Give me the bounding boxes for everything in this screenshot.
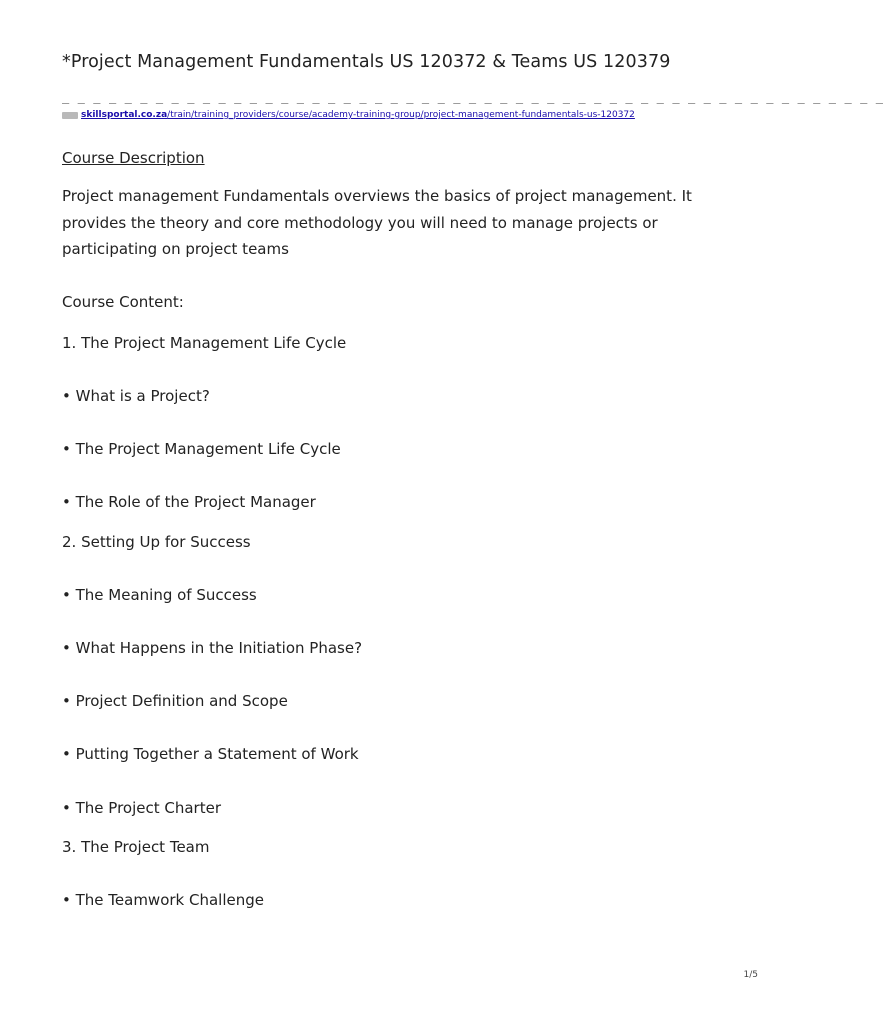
list-item: • The Project Charter bbox=[62, 799, 221, 817]
source-link-row bbox=[62, 110, 635, 120]
list-item: • The Role of the Project Manager bbox=[62, 493, 316, 511]
list-item: • What is a Project? bbox=[62, 387, 210, 405]
list-item: • Project Definition and Scope bbox=[62, 692, 288, 710]
document-title: *Project Management Fundamentals US 120372 & Teams US 120379 bbox=[62, 52, 671, 72]
list-item: • The Project Management Life Cycle bbox=[62, 440, 341, 458]
source-link-host: skillsportal.co.za bbox=[81, 110, 168, 120]
list-item: • What Happens in the Initiation Phase? bbox=[62, 639, 363, 657]
favicon-icon bbox=[62, 112, 78, 119]
course-description-heading: Course Description bbox=[62, 149, 205, 167]
list-item: • Putting Together a Statement of Work bbox=[62, 745, 359, 763]
list-item: 3. The Project Team bbox=[62, 838, 210, 856]
course-description-text: Project management Fundamentals overviews the basics of project management. It provides the theory and core methodology you will need to manage projects or participating on project teams bbox=[62, 187, 692, 258]
page-number: 1/5 bbox=[743, 970, 758, 980]
dashed-separator: _ _ _ _ _ _ _ _ _ _ _ _ _ _ _ _ _ _ _ _ _ _ _ _ _ _ _ _ _ _ _ _ _ _ _ _ _ _ _ _ _ _ _ _ _ _ _ _ _ _ _ _ _ bbox=[62, 90, 884, 104]
list-item: 2. Setting Up for Success bbox=[62, 533, 251, 551]
list-item: • The Meaning of Success bbox=[62, 586, 257, 604]
list-item: 1. The Project Management Life Cycle bbox=[62, 334, 347, 352]
source-link[interactable] bbox=[81, 110, 635, 120]
source-link-path: /train/training_providers/course/academy-training-group/project-management-fundamentals-us-120372 bbox=[167, 110, 635, 120]
course-content-heading: Course Content: bbox=[62, 293, 184, 311]
list-item: • The Teamwork Challenge bbox=[62, 891, 264, 909]
